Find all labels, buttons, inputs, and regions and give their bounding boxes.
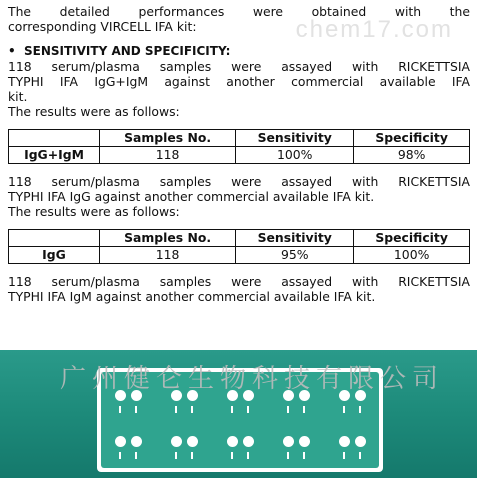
section-title: SENSITIVITY AND SPECIFICITY:	[24, 44, 231, 58]
document-body	[8, 4, 470, 304]
row-label: IgG+IgM	[9, 147, 100, 164]
table-corner-cell	[9, 230, 100, 247]
intro-line-2: corresponding VIRCELL IFA kit:	[8, 19, 197, 34]
slide-well-mark	[359, 452, 361, 459]
bullet-icon: •	[8, 44, 16, 58]
slide-well-mark	[303, 406, 305, 413]
block2-line-2: TYPHI IFA IgG against another commercial available IFA kit.	[8, 189, 375, 204]
block1-line-4: The results were as follows:	[8, 104, 180, 119]
slide-well-mark	[119, 406, 121, 413]
slide-well-mark	[359, 406, 361, 413]
header-samples: Samples No.	[100, 130, 236, 147]
slide-well-mark	[191, 406, 193, 413]
table-header-row	[9, 130, 470, 147]
results-table-igg-igm	[8, 129, 470, 164]
header-samples: Samples No.	[100, 230, 236, 247]
slide-well-mark	[303, 452, 305, 459]
cell-sensitivity: 95%	[236, 247, 354, 264]
slide-well	[227, 436, 238, 447]
row-label: IgG	[9, 247, 100, 264]
slide-well-mark	[175, 406, 177, 413]
cell-samples: 118	[100, 147, 236, 164]
table-header-row	[9, 230, 470, 247]
header-specificity: Specificity	[354, 230, 470, 247]
cell-specificity: 98%	[354, 147, 470, 164]
slide-well-mark	[247, 406, 249, 413]
slide-well	[355, 436, 366, 447]
cell-sensitivity: 100%	[236, 147, 354, 164]
intro-line-1: The detailed performances were obtained with the	[8, 4, 470, 19]
block3-line-2: TYPHI IFA IgM against another commercial available IFA kit.	[8, 289, 376, 304]
slide-well-mark	[287, 452, 289, 459]
block1-line-2: TYPHI IFA IgG+IgM against another commercial available IFA	[8, 74, 470, 89]
results-table-igg	[8, 229, 470, 264]
table-row	[9, 247, 470, 264]
slide-well	[171, 436, 182, 447]
cell-specificity: 100%	[354, 247, 470, 264]
watermark-bottom: 广州健仑生物科技有限公司	[60, 364, 445, 394]
watermark-top: chem17.com	[295, 16, 453, 43]
slide-well-mark	[231, 452, 233, 459]
slide-well-mark	[175, 452, 177, 459]
block2-line-1: 118 serum/plasma samples were assayed with RICKETTSIA	[8, 174, 470, 189]
block2-line-3: The results were as follows:	[8, 204, 180, 219]
block1-line-3: kit.	[8, 89, 28, 104]
slide-well	[187, 436, 198, 447]
block1-line-1: 118 serum/plasma samples were assayed with RICKETTSIA	[8, 59, 470, 74]
slide-well	[131, 436, 142, 447]
block3-line-1: 118 serum/plasma samples were assayed with RICKETTSIA	[8, 274, 470, 289]
slide-well	[283, 436, 294, 447]
slide-well-mark	[231, 406, 233, 413]
table-row	[9, 147, 470, 164]
slide-well-mark	[135, 406, 137, 413]
cell-samples: 118	[100, 247, 236, 264]
slide-well-mark	[247, 452, 249, 459]
slide-well	[243, 436, 254, 447]
slide-well-mark	[135, 452, 137, 459]
slide-well-mark	[191, 452, 193, 459]
slide-well	[299, 436, 310, 447]
slide-well	[115, 436, 126, 447]
slide-well-mark	[343, 452, 345, 459]
slide-well-mark	[287, 406, 289, 413]
section-heading	[8, 44, 470, 59]
table-corner-cell	[9, 130, 100, 147]
header-sensitivity: Sensitivity	[236, 130, 354, 147]
slide-well-mark	[119, 452, 121, 459]
slide-well-mark	[343, 406, 345, 413]
header-specificity: Specificity	[354, 130, 470, 147]
slide-well	[339, 436, 350, 447]
header-sensitivity: Sensitivity	[236, 230, 354, 247]
